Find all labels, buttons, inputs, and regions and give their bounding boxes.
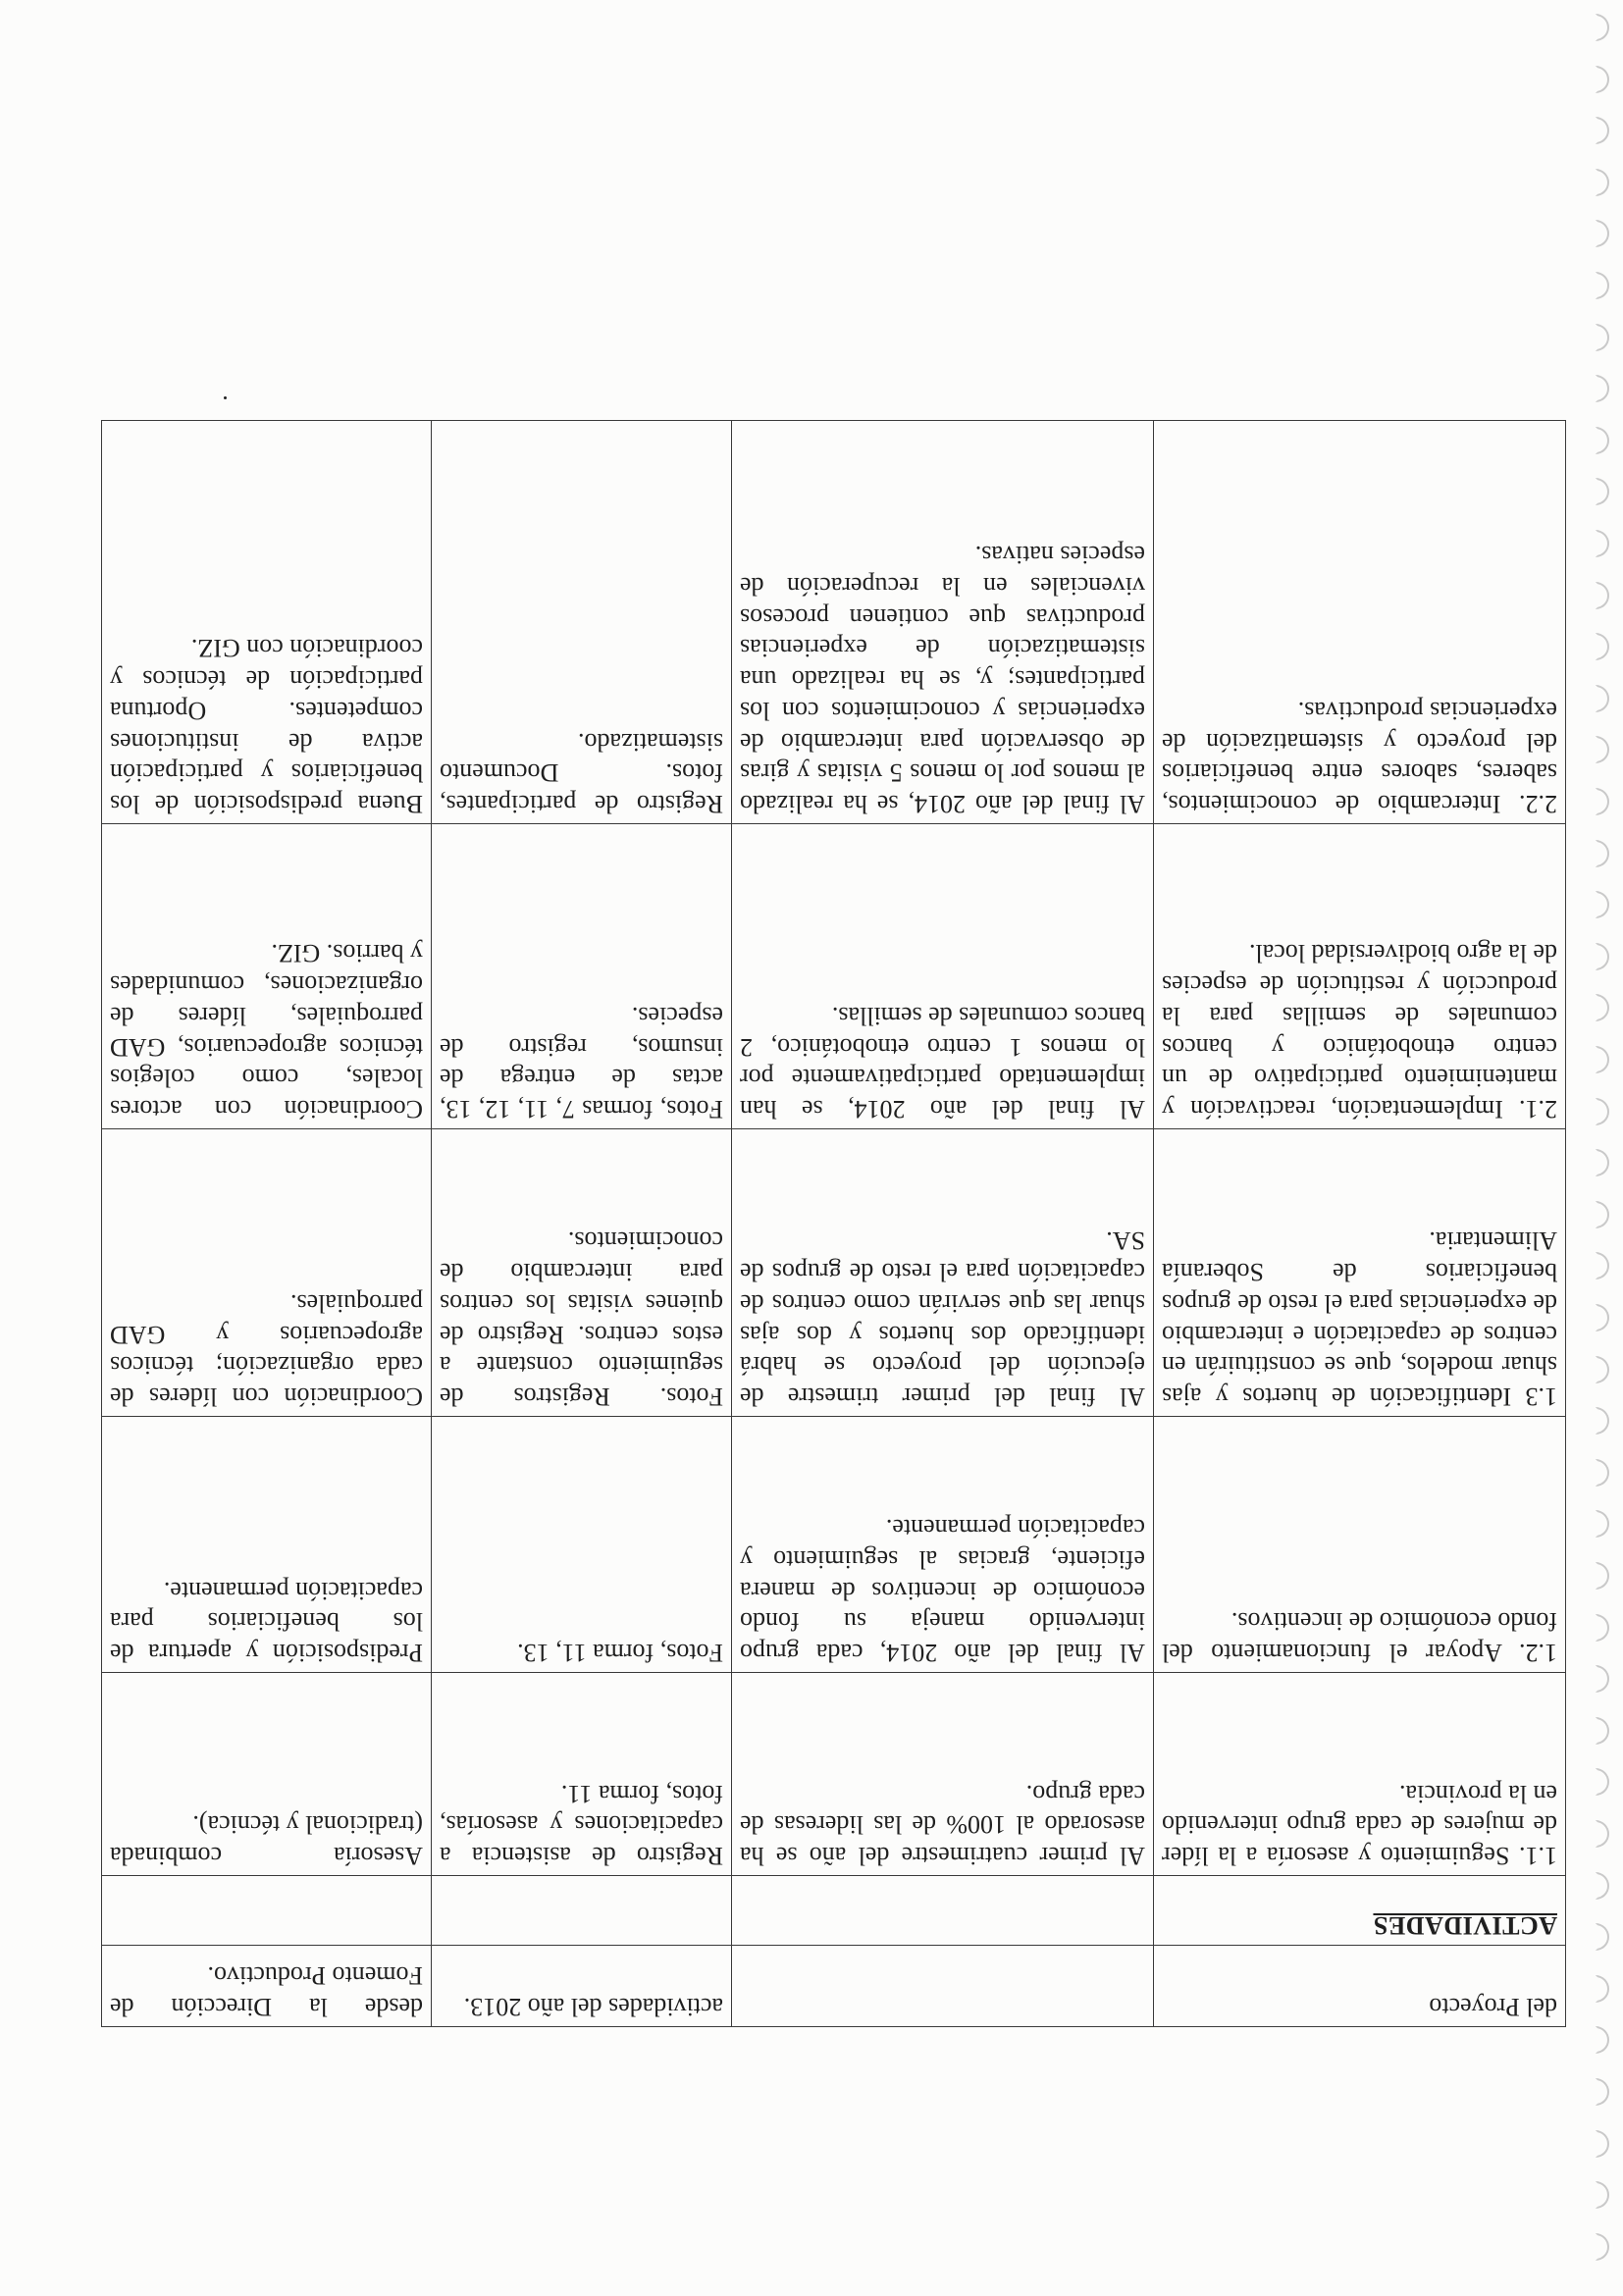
spiral-ring bbox=[1596, 1304, 1609, 1331]
spiral-ring bbox=[1596, 272, 1609, 299]
cell-activity: 2.1. Implementación, reactivación y mantenimiento participativo de un centro etnobotánico y bancos comunales de semillas para la producción y restitución de especies de la agro biodiversidad local. bbox=[1154, 824, 1566, 1129]
spiral-ring bbox=[1596, 375, 1609, 402]
spiral-ring bbox=[1596, 994, 1609, 1021]
spiral-ring bbox=[1596, 220, 1609, 247]
spiral-ring bbox=[1596, 582, 1609, 609]
spiral-ring bbox=[1596, 14, 1609, 41]
spiral-ring bbox=[1596, 117, 1609, 144]
cell-assumptions: Predisposición y apertura de los beneficiarios para capacitación permanente. bbox=[102, 1417, 432, 1673]
spiral-ring bbox=[1596, 530, 1609, 557]
spiral-ring bbox=[1596, 1923, 1609, 1951]
cell-header-col2 bbox=[732, 1946, 1154, 2027]
table-row-section bbox=[102, 1876, 1566, 1946]
spiral-ring bbox=[1596, 685, 1609, 712]
cell-header-col3: actividades del año 2013. bbox=[432, 1946, 732, 2027]
spiral-ring bbox=[1596, 736, 1609, 763]
cell-result: Al final del año 2014, cada grupo intervenido maneja su fondo económico de incentivos de manera eficiente, gracias al seguimiento y capacitación permanente. bbox=[732, 1417, 1154, 1673]
spiral-ring bbox=[1596, 324, 1609, 351]
spiral-ring bbox=[1596, 891, 1609, 918]
spiral-binding bbox=[1576, 0, 1615, 2296]
table-row bbox=[102, 824, 1566, 1129]
rotated-table-wrapper bbox=[102, 483, 1566, 2027]
table-row bbox=[102, 1673, 1566, 1876]
spiral-ring bbox=[1596, 2130, 1609, 2158]
spiral-ring bbox=[1596, 1614, 1609, 1642]
table-row-header bbox=[102, 1946, 1566, 2027]
cell-assumptions: Buena predisposición de los beneficiarios y participación activa de instituciones competentes. Oportuna participación de técnicos y coordinación con GIZ. bbox=[102, 421, 432, 824]
spiral-ring bbox=[1596, 427, 1609, 454]
spiral-ring bbox=[1596, 1407, 1609, 1435]
spiral-ring bbox=[1596, 1665, 1609, 1693]
spiral-ring bbox=[1596, 1768, 1609, 1796]
spiral-ring bbox=[1596, 1975, 1609, 2003]
cell-verification: Registro de asistencia a capacitaciones y asesorías, fotos, forma 11. bbox=[432, 1673, 732, 1876]
spiral-ring bbox=[1596, 1201, 1609, 1228]
logical-framework-table bbox=[101, 420, 1566, 2027]
spiral-ring bbox=[1596, 1820, 1609, 1848]
spiral-ring bbox=[1596, 1046, 1609, 1073]
spiral-ring bbox=[1596, 1459, 1609, 1487]
cell-activity: 2.2. Intercambio de conocimientos, saberes, sabores entre beneficiarios del proyecto y sistematización de experiencias productivas. bbox=[1154, 421, 1566, 824]
cell-result: Al final del año 2014, se ha realizado al menos por lo menos 5 visitas y giras de observación para intercambio de experiencias y conocimientos con los participantes; y, se ha realizado una sistematización de experiencias productivas que contienen procesos vivenciales en la recuperación de especies nativas. bbox=[732, 421, 1154, 824]
spiral-ring bbox=[1596, 788, 1609, 815]
scan-speck bbox=[224, 396, 227, 399]
cell-activity: 1.1. Seguimiento y asesoría a la líder de mujeres de cada grupo intervenido en la provincia. bbox=[1154, 1673, 1566, 1876]
cell-section-empty-4 bbox=[102, 1876, 432, 1946]
cell-activity: 1.3 Identificación de huertos y ajas shuar modelos, que se constituirán en centros de capacitación e intercambio de experiencias para el resto de grupos beneficiarios de Soberanía Alimentaria. bbox=[1154, 1129, 1566, 1417]
spiral-ring bbox=[1596, 2233, 1609, 2261]
cell-assumptions: Coordinación con actores locales, como colegios técnicos agropecuarios, GAD parroquiales, líderes de organizaciones, comunidades y barrios. GIZ. bbox=[102, 824, 432, 1129]
spiral-ring bbox=[1596, 2078, 1609, 2106]
spiral-ring bbox=[1596, 1717, 1609, 1745]
spiral-ring bbox=[1596, 2181, 1609, 2209]
spiral-ring bbox=[1596, 66, 1609, 93]
cell-section-empty-2 bbox=[732, 1876, 1154, 1946]
cell-verification: Fotos. Registros de seguimiento constante a estos centros. Registro de quienes visitas los centros para intercambio de conocimientos. bbox=[432, 1129, 732, 1417]
cell-verification: Registro de participantes, fotos. Documento sistematizado. bbox=[432, 421, 732, 824]
cell-assumptions: Coordinación con líderes de cada organización; técnicos agropecuarios y GAD parroquiales. bbox=[102, 1129, 432, 1417]
cell-header-col4: desde la Dirección de Fomento Productivo. bbox=[102, 1946, 432, 2027]
cell-verification: Fotos, forma 11, 13. bbox=[432, 1417, 732, 1673]
spiral-ring bbox=[1596, 1149, 1609, 1176]
cell-result: Al final del año 2014, se han implementado participativamente por lo menos 1 centro etnobotánico, 2 bancos comunales de semillas. bbox=[732, 824, 1154, 1129]
spiral-ring bbox=[1596, 1098, 1609, 1125]
table-row bbox=[102, 421, 1566, 824]
cell-header-col1: del Proyecto bbox=[1154, 1946, 1566, 2027]
cell-result: Al final del primer trimestre de ejecución del proyecto se habrá identificado dos huertos y dos ajas shuar las que servirán como centros de capacitación para el resto de grupos de SA. bbox=[732, 1129, 1154, 1417]
spiral-ring bbox=[1596, 633, 1609, 660]
spiral-ring bbox=[1596, 943, 1609, 970]
cell-assumptions: Asesoría combinada (tradicional y técnica). bbox=[102, 1673, 432, 1876]
spiral-ring bbox=[1596, 1252, 1609, 1279]
spiral-ring bbox=[1596, 2026, 1609, 2054]
cell-verification: Fotos, formas 7, 11, 12, 13, actas de entrega de insumos, registro de especies. bbox=[432, 824, 732, 1129]
spiral-ring bbox=[1596, 840, 1609, 867]
spiral-ring bbox=[1596, 1510, 1609, 1538]
spiral-ring bbox=[1596, 1872, 1609, 1900]
table-row bbox=[102, 1129, 1566, 1417]
cell-section-title bbox=[1154, 1876, 1566, 1946]
cell-result: Al primer cuatrimestre del año se ha asesorado al 100% de las lideresas de cada grupo. bbox=[732, 1673, 1154, 1876]
section-title: ACTIVIDADES bbox=[1373, 1911, 1557, 1940]
cell-activity: 1.2. Apoyar el funcionamiento del fondo económico de incentivos. bbox=[1154, 1417, 1566, 1673]
spiral-ring bbox=[1596, 169, 1609, 196]
spiral-ring bbox=[1596, 478, 1609, 505]
spiral-ring bbox=[1596, 1562, 1609, 1590]
cell-section-empty-3 bbox=[432, 1876, 732, 1946]
spiral-ring bbox=[1596, 1356, 1609, 1383]
table-row bbox=[102, 1417, 1566, 1673]
